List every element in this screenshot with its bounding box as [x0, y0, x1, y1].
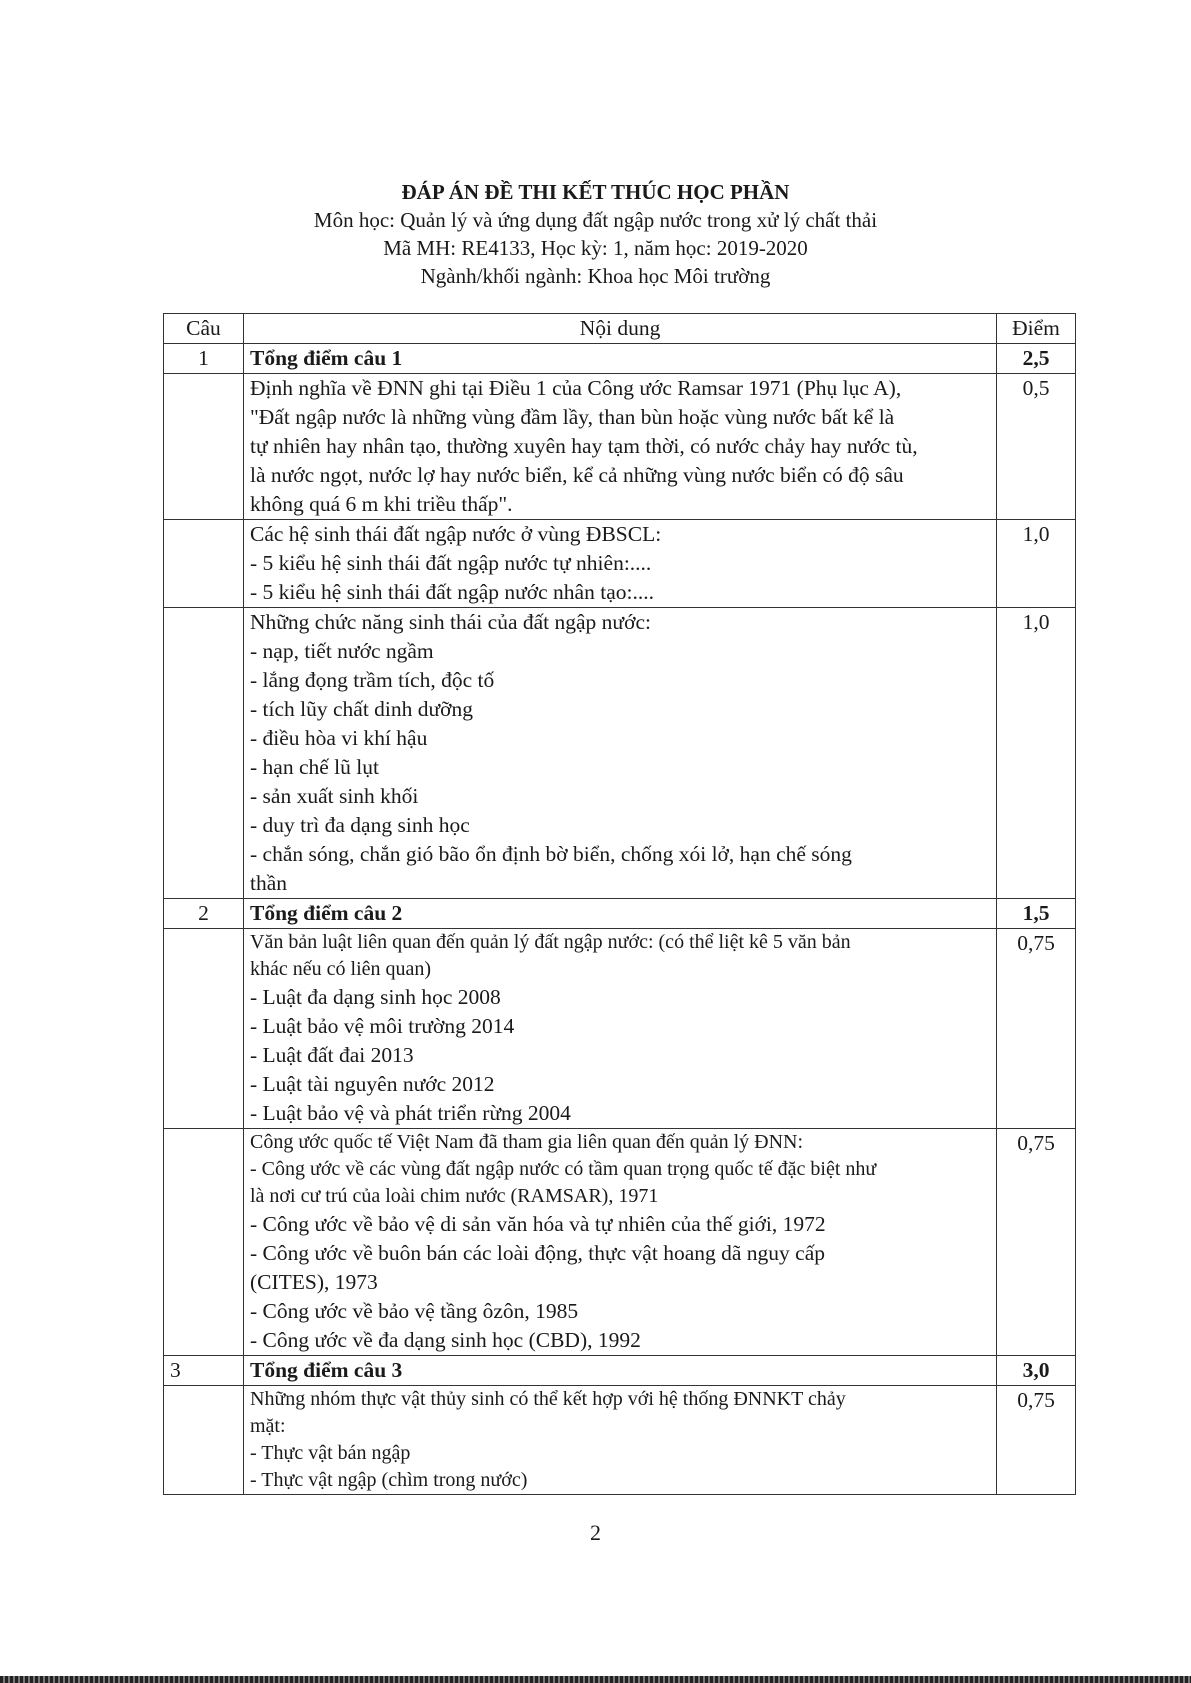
table-row: [164, 520, 1076, 608]
text-line: - sản xuất sinh khối: [250, 784, 419, 808]
q2-item1-points: 0,75: [997, 929, 1076, 1129]
text-line: Định nghĩa về ĐNN ghi tại Điều 1 của Công ước Ramsar 1971 (Phụ lục A),: [250, 376, 902, 400]
answer-table: [163, 313, 1076, 1495]
q1-item3-content: [244, 608, 997, 899]
text-line: - hạn chế lũ lụt: [250, 755, 379, 779]
text-line: là nước ngọt, nước lợ hay nước biển, kể cả những vùng nước biển có độ sâu: [250, 463, 904, 487]
q2-total-points: 1,5: [997, 899, 1076, 929]
text-line: - duy trì đa dạng sinh học: [250, 813, 470, 837]
table-row: [164, 1129, 1076, 1356]
text-line: - chắn sóng, chắn gió bão ổn định bờ biển, chống xói lở, hạn chế sóng: [250, 842, 852, 866]
table-row: [164, 374, 1076, 520]
q1-item2-content: [244, 520, 997, 608]
table-row: [164, 929, 1076, 1129]
text-line: "Đất ngập nước là những vùng đầm lầy, than bùn hoặc vùng nước bất kể là: [250, 405, 895, 429]
table-row: [164, 608, 1076, 899]
q2-total-label: Tổng điểm câu 2: [244, 899, 997, 929]
text-line: - Luật bảo vệ môi trường 2014: [250, 1014, 515, 1038]
table-header-row: [164, 314, 1076, 344]
text-line: là nơi cư trú của loài chim nước (RAMSAR), 1971: [250, 1185, 659, 1207]
q2-item1-content: [244, 929, 997, 1129]
col-header-points: Điểm: [997, 314, 1076, 344]
document-title: ĐÁP ÁN ĐỀ THI KẾT THÚC HỌC PHẦN: [401, 180, 790, 204]
q1-total-row: [164, 344, 1076, 374]
text-line: mặt:: [250, 1415, 286, 1437]
q3-item1-content: [244, 1386, 997, 1495]
text-line: Các hệ sinh thái đất ngập nước ở vùng ĐBSCL:: [250, 522, 662, 546]
text-line: - Công ước về bảo vệ di sản văn hóa và tự nhiên của thế giới, 1972: [250, 1212, 826, 1236]
q1-item3-points: 1,0: [997, 608, 1076, 899]
table-row: [164, 1386, 1076, 1495]
q2-item2-points: 0,75: [997, 1129, 1076, 1356]
text-line: - nạp, tiết nước ngầm: [250, 639, 434, 663]
text-line: - Công ước về bảo vệ tầng ôzôn, 1985: [250, 1299, 579, 1323]
text-line: - điều hòa vi khí hậu: [250, 726, 428, 750]
q2-item2-content: [244, 1129, 997, 1356]
col-header-question: Câu: [164, 314, 244, 344]
text-line: thần: [250, 871, 288, 895]
text-line: (CITES), 1973: [250, 1270, 378, 1294]
q1-item1-content: [244, 374, 997, 520]
q1-item1-points: 0,5: [997, 374, 1076, 520]
q3-item1-points: 0,75: [997, 1386, 1076, 1495]
q1-total-label: Tổng điểm câu 1: [244, 344, 997, 374]
text-line: - Luật đa dạng sinh học 2008: [250, 985, 501, 1009]
document-header: [0, 178, 1191, 290]
text-line: Văn bản luật liên quan đến quản lý đất ngập nước: (có thể liệt kê 5 văn bản: [250, 931, 851, 953]
text-line: - Thực vật bán ngập: [250, 1442, 411, 1464]
q3-total-label: Tổng điểm câu 3: [244, 1356, 997, 1386]
q3-total-row: [164, 1356, 1076, 1386]
text-line: - Luật tài nguyên nước 2012: [250, 1072, 495, 1096]
text-line: - Công ước về đa dạng sinh học (CBD), 1992: [250, 1328, 641, 1352]
text-line: tự nhiên hay nhân tạo, thường xuyên hay tạm thời, có nước chảy hay nước tù,: [250, 434, 918, 458]
text-line: khác nếu có liên quan): [250, 958, 432, 980]
q3-number: 3: [164, 1356, 244, 1386]
q1-number: 1: [164, 344, 244, 374]
subject-line: Môn học: Quản lý và ứng dụng đất ngập nước trong xử lý chất thải: [313, 208, 878, 232]
q2-number: 2: [164, 899, 244, 929]
q1-total-points: 2,5: [997, 344, 1076, 374]
text-line: Những nhóm thực vật thủy sinh có thể kết hợp với hệ thống ĐNNKT chảy: [250, 1388, 846, 1410]
text-line: - Luật đất đai 2013: [250, 1043, 414, 1067]
q2-total-row: [164, 899, 1076, 929]
text-line: - tích lũy chất dinh dưỡng: [250, 697, 474, 721]
col-header-content: Nội dung: [244, 314, 997, 344]
q1-item2-points: 1,0: [997, 520, 1076, 608]
text-line: Công ước quốc tế Việt Nam đã tham gia liên quan đến quản lý ĐNN:: [250, 1131, 804, 1153]
text-line: - 5 kiểu hệ sinh thái đất ngập nước tự nhiên:....: [250, 551, 652, 575]
q3-total-points: 3,0: [997, 1356, 1076, 1386]
scan-edge-divider: [0, 1676, 1191, 1683]
text-line: Những chức năng sinh thái của đất ngập nước:: [250, 610, 651, 634]
text-line: - Công ước về các vùng đất ngập nước có tầm quan trọng quốc tế đặc biệt như: [250, 1158, 877, 1180]
course-code-line: Mã MH: RE4133, Học kỳ: 1, năm học: 2019-2020: [383, 236, 808, 260]
page-number: 2: [590, 1520, 601, 1545]
major-line: Ngành/khối ngành: Khoa học Môi trường: [420, 264, 771, 288]
text-line: - 5 kiểu hệ sinh thái đất ngập nước nhân tạo:....: [250, 580, 654, 604]
text-line: - Thực vật ngập (chìm trong nước): [250, 1469, 528, 1491]
text-line: - Công ước về buôn bán các loài động, thực vật hoang dã nguy cấp: [250, 1241, 825, 1265]
text-line: - Luật bảo vệ và phát triển rừng 2004: [250, 1101, 571, 1125]
text-line: không quá 6 m khi triều thấp".: [250, 492, 513, 516]
text-line: - lắng đọng trầm tích, độc tố: [250, 668, 495, 692]
